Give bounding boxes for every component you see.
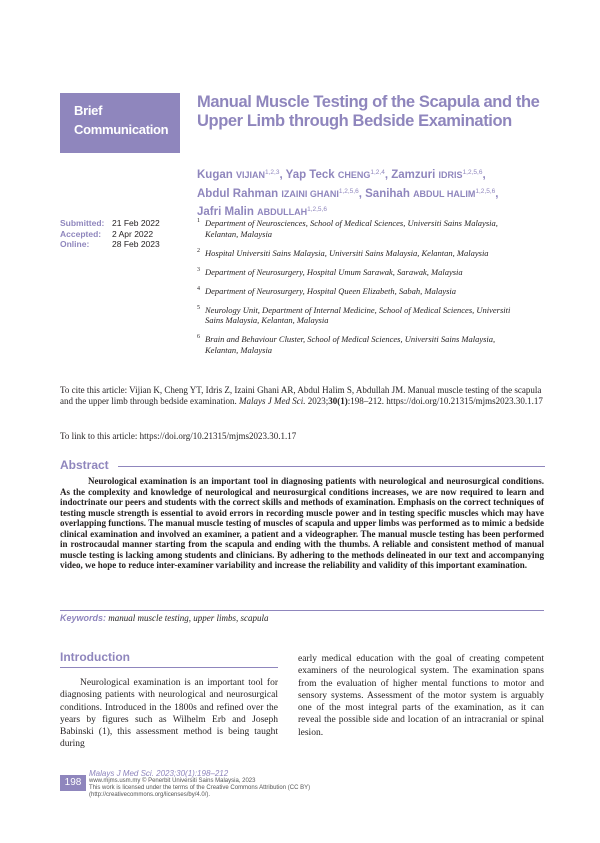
affiliation-number: 1 <box>197 218 200 224</box>
abstract-heading: Abstract <box>60 458 109 472</box>
keywords-rule <box>60 610 544 611</box>
affiliation-text: Neurology Unit, Department of Internal Medicine, School of Medical Sciences, Universiti Sains Malaysia, Kelantan, Malaysia <box>205 304 511 326</box>
affiliation-text: Department of Neurosurgery, Hospital Queen Elizabeth, Sabah, Malaysia <box>205 285 457 296</box>
date-value: 2 Apr 2022 <box>112 228 154 239</box>
footer-license-url[interactable]: (http://creativecommons.org/licenses/by/4.0/). <box>89 792 211 799</box>
author-name: Zamzuri IDRIS$^{1,2,5,6}$ <box>391 169 483 181</box>
affiliation-item <box>197 305 527 326</box>
citation-journal: Malays J Med Sci. <box>238 396 306 406</box>
footer-copyright: www.mjms.usm.my © Penerbit Universiti Sains Malaysia, 2023 <box>89 778 256 784</box>
keywords-text: manual muscle testing, upper limbs, scapula <box>108 613 269 623</box>
citation-pages: :198–212. <box>347 396 384 406</box>
citation-volume: 30(1) <box>328 396 348 406</box>
affiliation-number: 5 <box>197 304 200 311</box>
keywords <box>60 613 544 624</box>
introduction-heading: Introduction <box>60 650 130 664</box>
date-submitted <box>60 218 190 229</box>
author-name: Kugan VIJIAN$^{1,2,3}$ <box>197 169 280 181</box>
affiliation-text: Brain and Behaviour Cluster, School of Medical Sciences, Universiti Sains Malaysia, Kelantan, Malaysia <box>205 334 496 355</box>
citation-text: To cite this article: Vijian K, Cheng YT, Idris Z, Izaini Ghani AR, Abdul Halim S, Abdullah JM. Manual muscle testing of the scapula and the upper limb through bedside examination. <box>60 385 542 406</box>
affiliation-text: Department of Neurosurgery, Hospital Umum Sarawak, Sarawak, Malaysia <box>205 266 463 277</box>
affiliation-item <box>197 218 527 239</box>
affiliation-item <box>197 267 527 278</box>
introduction-rule <box>60 667 278 668</box>
author-name: Sanihah ABDUL HALIM$^{1,2,5,6}$ <box>365 187 496 200</box>
date-label: Accepted: <box>60 228 102 239</box>
date-accepted <box>60 229 190 240</box>
affiliation-item <box>197 334 527 355</box>
affiliation-text: Hospital Universiti Sains Malaysia, Universiti Sains Malaysia, Kelantan, Malaysia <box>205 247 489 258</box>
author-name: Jafri Malin ABDULLAH$^{1,2,5,6}$ <box>197 206 327 218</box>
author-name: Yap Teck CHENG$^{1,2,4}$ <box>285 169 385 181</box>
affiliation-list <box>197 218 527 364</box>
author-list: Kugan VIJIAN$^{1,2,3}$, Yap Teck CHENG$^{1,2,4}$, Zamzuri IDRIS$^{1,2,5,6}$, Abdul Rahman IZAINI GHANI$^{1,2,5,6}$, Sanihah ABDUL HALIM$^{1,2,5,6}$, Jafri Malin ABDULLAH$^{1,2,5,6}$ <box>197 169 499 218</box>
article-title: Manual Muscle Testing of the Scapula and the Upper Limb through Bedside Examination <box>197 93 540 130</box>
page-number: 198 <box>60 775 86 791</box>
article-link[interactable]: To link to this article: https://doi.org/10.21315/mjms2023.30.1.17 <box>60 431 297 441</box>
date-label: Online: <box>60 239 90 249</box>
article-type-line1: Brief <box>74 103 103 118</box>
affiliation-item <box>197 286 527 297</box>
abstract-rule <box>118 466 545 467</box>
footer-license: This work is licensed under the terms of the Creative Commons Attribution (CC BY) <box>89 785 311 792</box>
citation <box>60 385 545 407</box>
article-type-line2: Communication <box>74 122 169 137</box>
citation-doi-link[interactable]: https://doi.org/10.21315/mjms2023.30.1.17 <box>386 396 543 406</box>
date-label: Submitted: <box>60 218 105 228</box>
footer <box>89 769 389 800</box>
citation-year: 2023; <box>305 396 329 406</box>
abstract-text: Neurological examination is an important tool in diagnosing patients with neurological and neurosurgical conditions. As the complexity and knowledge of neurological and neurosurgical conditions increases, we are now required to learn and indoctrinate our peers and students with the correct skills and methods of examination. Emphasis on the correct techniques of testing muscle strength is essential to avoid errors in recording muscle power and in testing specific muscles which may have overlapping functions. The manual muscle testing of muscles of scapula and upper limbs was performed as to mimic a bedside clinical examination and involved an examiner, a patient and a videographer. The manual muscle testing has been performed in rostrocaudal manner starting from the scapula and ending with the thumbs. A reliable and consistent method of manual muscle testing is lacking among students and clinicians. By adhering to the methods delineated in our text and accompanying video, we hope to reduce inter-examiner variability and increase the reliability and validity of this important examination. <box>60 476 544 570</box>
date-value: 28 Feb 2023 <box>112 239 160 249</box>
keywords-label: Keywords: <box>60 613 107 623</box>
affiliation-item <box>197 248 527 259</box>
date-value: 21 Feb 2022 <box>112 218 160 228</box>
author-name: Abdul Rahman IZAINI GHANI$^{1,2,5,6}$ <box>197 187 359 200</box>
introduction-column-1: Neurological examination is an important tool for diagnosing patients with neurological and neurosurgical conditions. Introduced in the 1800s and refined over the years by figures such as Wilhelm Erb and Joseph Babinski (1), this assessment method is being taught during <box>60 678 278 750</box>
date-online <box>60 239 190 250</box>
affiliation-number: 3 <box>197 266 200 273</box>
footer-journal: Malays J Med Sci. 2023;30(1):198–212 <box>89 769 229 778</box>
introduction-column-2: early medical education with the goal of creating competent examiners of the neurological system. The examination spans from the evaluation of higher mental functions to motor and sensory systems. Assessment of the motor system is arguably one of the most integral parts of the examination, as it can reveal the possible side and location of an intracranial or spinal lesion. <box>298 654 544 738</box>
affiliation-text: Department of Neurosciences, School of Medical Sciences, Universiti Sains Malaysia, Kelantan, Malaysia <box>205 218 498 239</box>
affiliation-number: 6 <box>197 334 200 341</box>
publication-dates <box>60 218 190 250</box>
affiliation-number: 2 <box>197 247 200 254</box>
article-type-badge <box>60 93 180 153</box>
affiliation-number: 4 <box>197 285 200 292</box>
